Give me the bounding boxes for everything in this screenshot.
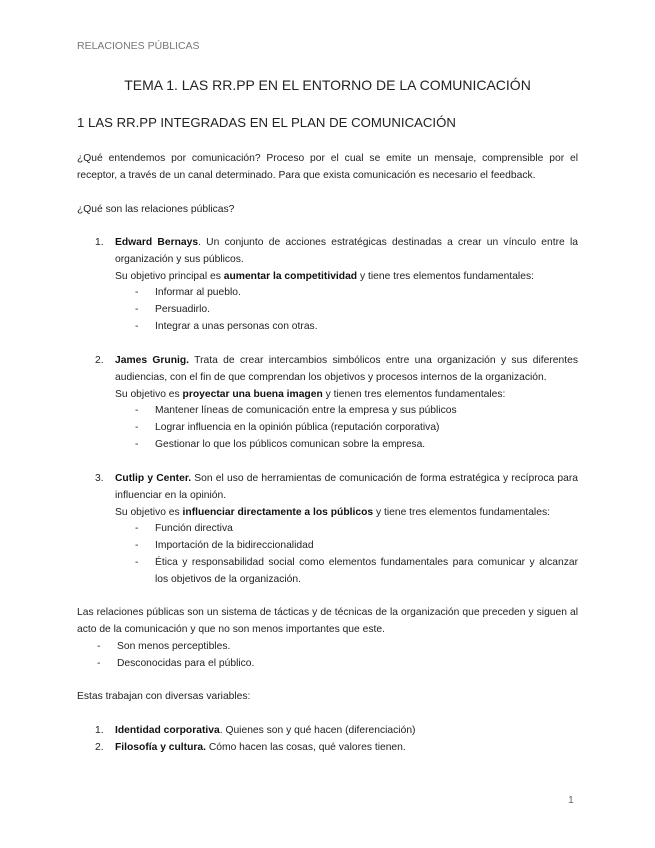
variables-intro: Estas trabajan con diversas variables: [77, 691, 251, 702]
bullet-item: Mantener líneas de comunicación entre la empresa y sus públicos [155, 405, 457, 417]
author-item: 3. Cutlip y Center. Son el uso de herramientas de comunicación de forma estratégica y recíproca para influenciar en la opinión. Su objetivo es influenciar directamente a los públicos y tiene tres elementos fundamentales: - Función directiva - Importación de la bidireccionalidad - Ética y responsabilidad social como elementos fundamentales para comunicar y alcanzar los objetivos de la organización. [95, 473, 579, 585]
bullet-item: Gestionar lo que los públicos comunican sobre la empresa. [155, 438, 426, 450]
author-definition: Trata de crear intercambios simbólicos entre una organización y sus diferentes audiencias, con el fin de que comprendan los objetivos y procesos internos de la organización. [115, 355, 578, 383]
paragraph-definition: Las relaciones públicas son un sistema de tácticas y de técnicas de la organización que preceden y siguen al acto de la comunicación y que no son menos importantes que este. [77, 607, 578, 635]
list-number: 3. [95, 473, 104, 484]
objective: Su objetivo principal es aumentar la competitividad y tiene tres elementos fundamentales: [115, 270, 534, 282]
bullet-item: Lograr influencia en la opinión pública (reputación corporativa) [155, 422, 440, 434]
bullet-item: Persuadirlo. [155, 304, 210, 316]
page-number: 1 [568, 794, 574, 806]
bullet-item: Informar al pueblo. [155, 287, 241, 299]
bullet-item: Desconocidas para el público. [117, 657, 255, 669]
author-definition: . Un conjunto de acciones estratégicas destinadas a crear un vínculo entre la organización y sus públicos. [115, 237, 578, 265]
bullet-item: Ética y responsabilidad social como elementos fundamentales para comunicar y alcanzar los objetivos de la organización. [155, 556, 578, 585]
page-header: RELACIONES PÚBLICAS [77, 40, 200, 52]
author-name: Cutlip y Center. [115, 473, 192, 484]
document-title: TEMA 1. LAS RR.PP EN EL ENTORNO DE LA COMUNICACIÓN [124, 77, 531, 93]
author-name: Edward Bernays [115, 237, 199, 248]
bullet-item: Integrar a unas personas con otras. [155, 320, 318, 332]
objective: Su objetivo es proyectar una buena imagen y tienen tres elementos fundamentales: [115, 388, 506, 400]
paragraph-communication: ¿Qué entendemos por comunicación? Proceso por el cual se emite un mensaje, comprensible por el receptor, a través de un canal determinado. Para que exista comunicación es necesario el feedback. [77, 153, 578, 181]
objective: Su objetivo es influenciar directamente a los públicos y tiene tres elementos fundamentales: [115, 506, 550, 518]
author-definition: Son el uso de herramientas de comunicación de forma estratégica y recíproca para influenciar en la opinión. [115, 473, 579, 501]
author-item: 2. James Grunig. Trata de crear intercambios simbólicos entre una organización y sus diferentes audiencias, con el fin de que comprendan los objetivos y procesos internos de la organización. Su objetivo es proyectar una buena imagen y tienen tres elementos fundamentales: - Mantener líneas de comunicación entre la empresa y sus públicos - Lograr influencia en la opinión pública (reputación corporativa) - Gestionar lo que los públicos comunican sobre la empresa. [95, 355, 578, 450]
list-number: 2. [95, 355, 104, 366]
author-name: James Grunig. [115, 355, 190, 366]
author-item: 1. Edward Bernays. Un conjunto de acciones estratégicas destinadas a crear un vínculo entre la organización y sus públicos. Su objetivo principal es aumentar la competitividad y tiene tres elementos fundamentales: - Informar al pueblo. - Persuadirlo. - Integrar a unas personas con otras. [95, 237, 578, 332]
question: ¿Qué son las relaciones públicas? [77, 204, 235, 215]
variables-list [95, 723, 578, 757]
list-number: 1. [95, 237, 104, 248]
bullet-item: Importación de la bidireccionalidad [155, 540, 314, 552]
characteristics-list: - Son menos perceptibles. - Desconocidas para el público. [97, 641, 255, 669]
bullet-item: Son menos perceptibles. [117, 641, 231, 652]
variable-item: 2. Filosofía y cultura. Cómo hacen las cosas, qué valores tienen. [95, 741, 406, 753]
variable-item: 1. Identidad corporativa. Quienes son y qué hacen (diferenciación) [95, 725, 416, 736]
section-heading: 1 LAS RR.PP INTEGRADAS EN EL PLAN DE COMUNICACIÓN [77, 115, 456, 130]
bullet-item: Función directiva [155, 523, 233, 535]
